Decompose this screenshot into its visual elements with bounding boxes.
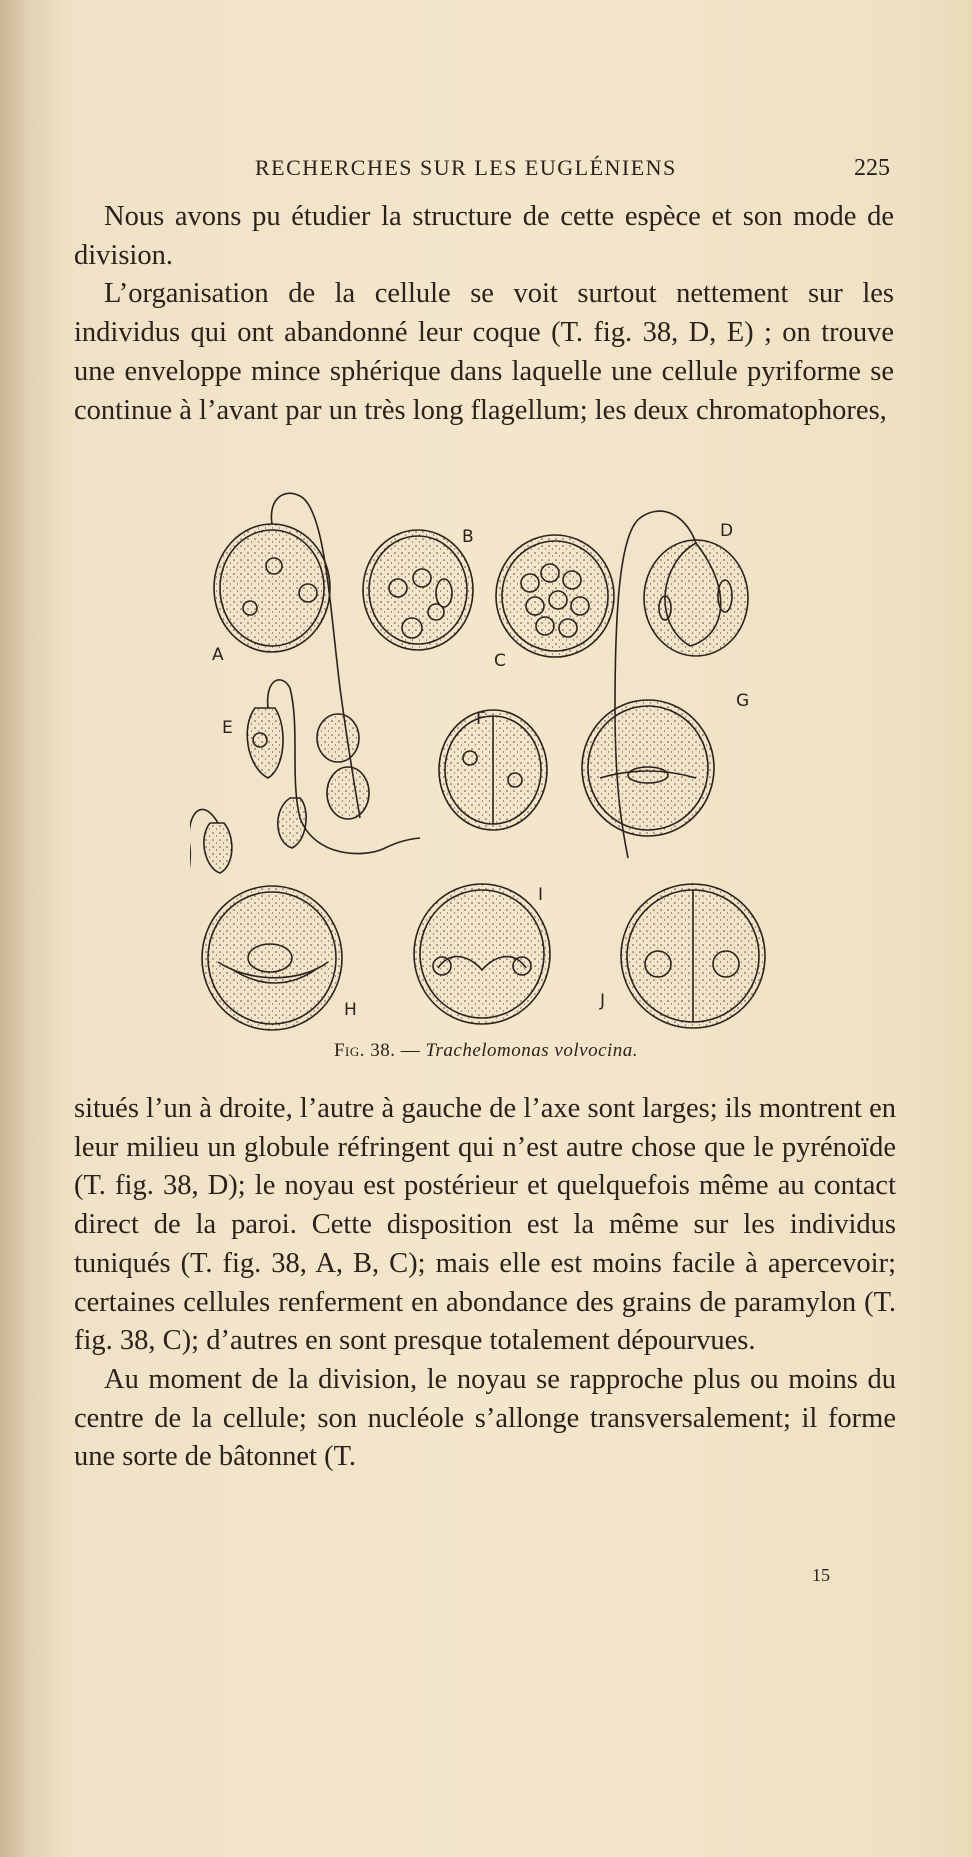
label-i: I	[538, 885, 544, 905]
label-b: B	[462, 527, 474, 547]
paragraph: situés l’un à droite, l’autre à gauche de l’axe sont larges; ils montrent en leur milieu un globule réfringent qui n’est autre chose que le pyrénoïde (T. fig. 38, D); le noyau est postérieur et quelquefois même au contact direct de la paroi. Cette disposition est la même sur les individus tuniqués (T. fig. 38, A, B, C); mais elle est moins facile à apercevoir; certaines cellules renferment en abondance des grains de paramylon (T. fig. 38, C); d’autres en sont presque totalement dépourvues.	[74, 1093, 896, 1357]
paragraph: Nous avons pu étudier la structure de cette espèce et son mode de division.	[74, 201, 894, 271]
running-title: RECHERCHES SUR LES EUGLÉNIENS	[255, 155, 677, 180]
label-h: H	[344, 1000, 357, 1020]
label-e: E	[222, 718, 233, 738]
small-cell	[327, 767, 369, 819]
cell-h	[202, 886, 342, 1030]
caption-number: Fig. 38. —	[333, 1040, 421, 1061]
label-c: C	[494, 651, 506, 671]
page-number: 225	[854, 155, 890, 181]
figure-caption	[0, 1040, 972, 1062]
cell-g	[582, 700, 714, 836]
figure-38-illustration	[190, 488, 770, 1036]
caption-species: Trachelomonas volvocina.	[425, 1040, 639, 1061]
paragraph: L’organisation de la cellule se voit surtout nettement sur les individus qui ont abandonné leur coque (T. fig. 38, D, E) ; on trouve une enveloppe mince sphérique dans laquelle une cellule pyriforme se continue à l’avant par un très long flagellum; les deux chromatophores,	[74, 278, 894, 426]
cell-f	[439, 710, 547, 830]
label-a: A	[212, 645, 224, 665]
cell-j	[621, 884, 765, 1028]
paragraph: Au moment de la division, le noyau se rapproche plus ou moins du centre de la cellule; son nucléole s’allonge transversalement; il forme une sorte de bâtonnet (T.	[74, 1363, 896, 1473]
cell-c	[496, 535, 614, 657]
cell-i	[414, 884, 550, 1024]
small-cell	[317, 714, 359, 762]
label-f: F	[476, 709, 486, 729]
text-block-top	[74, 198, 894, 430]
signature-mark: 15	[812, 1565, 830, 1585]
label-d: D	[720, 521, 734, 541]
label-j: J	[600, 991, 606, 1011]
label-g: G	[736, 691, 750, 711]
cell-b	[363, 530, 473, 650]
text-block-bottom	[74, 1090, 896, 1477]
